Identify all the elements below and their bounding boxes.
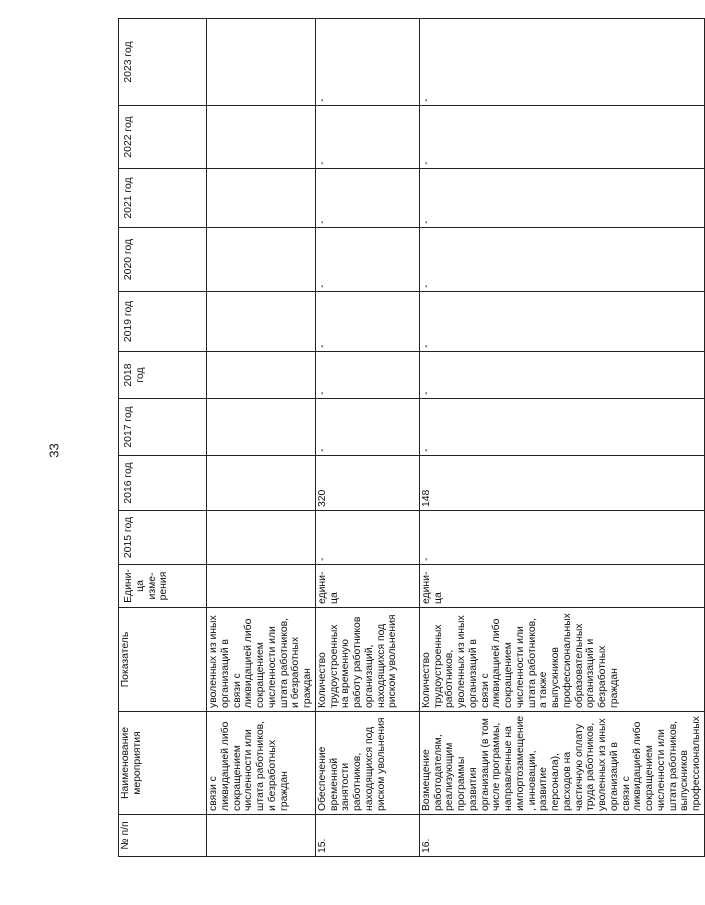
row-value-2018: - [315, 352, 419, 399]
row-indicator: Количество трудоустроенных на временную работу работников организаций, находящихся под риском увольнения [315, 608, 419, 712]
header-year-2021: 2021 год [119, 169, 207, 228]
header-year-2018: 2018 год [119, 352, 207, 399]
row-value-2019 [207, 292, 316, 352]
row-value-2016: 320 [315, 456, 419, 511]
row-value-2021: - [419, 169, 704, 228]
header-year-2019: 2019 год [119, 292, 207, 352]
row-value-2022 [207, 106, 316, 169]
row-num: 16. [419, 815, 704, 857]
row-value-2020 [207, 228, 316, 292]
row-indicator: Количество трудоустроенных работников, уволенных из иных организаций в связи с ликвидацией либо сокращением численности или штата работников, а также выпускников профессиональных образовательных организаций и безработных граждан [419, 608, 704, 712]
row-value-2017: - [315, 399, 419, 456]
row-value-2015 [207, 511, 316, 565]
header-year-2017: 2017 год [119, 399, 207, 456]
row-indicator: уволенных из иных организаций в связи с ликвидацией либо сокращением численности или штата работников, и безработных граждан [207, 608, 316, 712]
header-year-2015: 2015 год [119, 511, 207, 565]
rotated-table-container [118, 19, 702, 857]
row-value-2018: - [419, 352, 704, 399]
row-value-2017: - [419, 399, 704, 456]
row-value-2019: - [419, 292, 704, 352]
row-value-2016 [207, 456, 316, 511]
row-value-2020: - [419, 228, 704, 292]
row-num [207, 815, 316, 857]
row-value-2018 [207, 352, 316, 399]
header-unit: Едини-ца изме-рения [119, 565, 207, 608]
header-num: № п/п [119, 815, 207, 857]
row-unit: едини-ца [315, 565, 419, 608]
row-num: 15. [315, 815, 419, 857]
row-unit: едини-ца [419, 565, 704, 608]
row-name: Возмещение работодателям, реализующим программы развития организации (в том числе программы, направленные на импортозамещение, инновации, развитие персонала), расходов на частичную оплату труда работников, уволенных из иных организаций в связи с ликвидацией либо сокращением численности или штата работников, выпускников профессиональных [419, 712, 704, 815]
header-name: Наименование мероприятия [119, 712, 207, 815]
row-value-2015: - [315, 511, 419, 565]
header-year-2022: 2022 год [119, 106, 207, 169]
row-value-2016: 148 [419, 456, 704, 511]
row-name: связи с ликвидацией либо сокращением численности или штата работников, и безработных граждан [207, 712, 316, 815]
row-unit [207, 565, 316, 608]
row-value-2021: - [315, 169, 419, 228]
row-value-2020: - [315, 228, 419, 292]
row-value-2022: - [315, 106, 419, 169]
row-value-2022: - [419, 106, 704, 169]
header-year-2016: 2016 год [119, 456, 207, 511]
table-row [207, 19, 316, 857]
table-row [315, 19, 419, 857]
measures-table [118, 18, 705, 857]
row-value-2017 [207, 399, 316, 456]
row-value-2023: - [419, 19, 704, 106]
row-value-2023: - [315, 19, 419, 106]
row-name: Обеспечение временной занятости работников, находящихся под риском увольнения [315, 712, 419, 815]
header-row [119, 19, 207, 857]
header-year-2020: 2020 год [119, 228, 207, 292]
page-number: 33 [46, 443, 62, 458]
row-value-2015: - [419, 511, 704, 565]
table-row [419, 19, 704, 857]
row-value-2019: - [315, 292, 419, 352]
header-indicator: Показатель [119, 608, 207, 712]
row-value-2023 [207, 19, 316, 106]
header-year-2023: 2023 год [119, 19, 207, 106]
row-value-2021 [207, 169, 316, 228]
